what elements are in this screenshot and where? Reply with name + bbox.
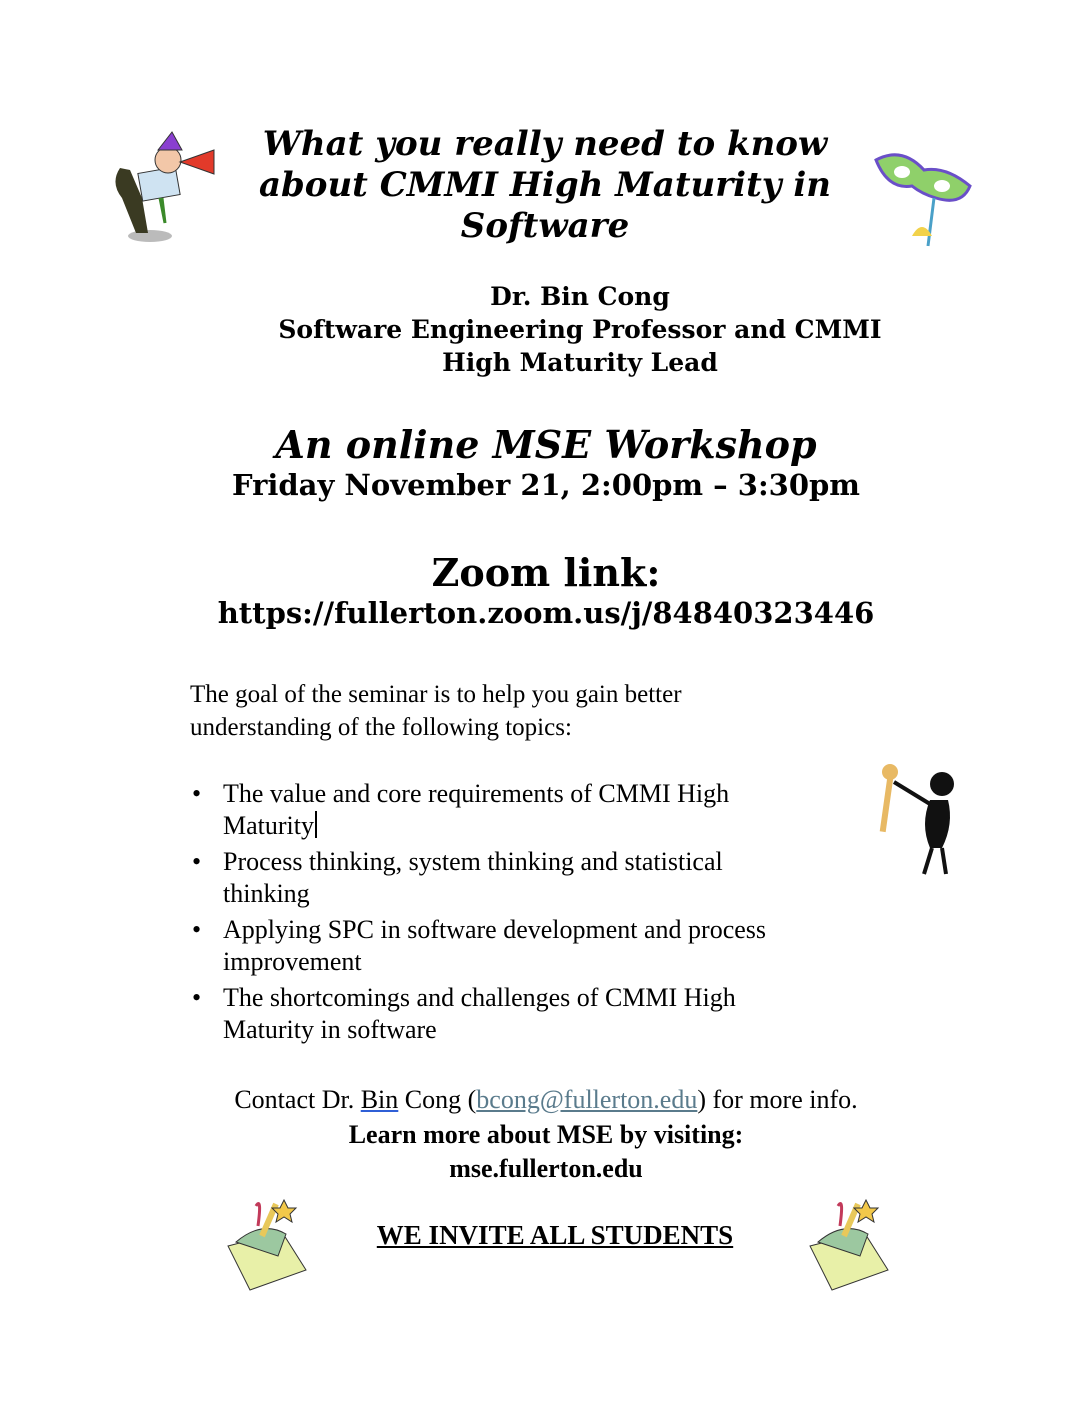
title-line: What you really need to know [262,124,828,164]
bullet-icon: • [192,983,202,1012]
contact-text: Cong ( [398,1085,477,1114]
intro-paragraph [190,678,890,744]
learn-more-text: Learn more about MSE by visiting: [348,1120,744,1149]
zoom-link-label: Zoom link: [431,550,661,595]
event-type: An online MSE Workshop [275,422,817,467]
contact-line [0,1085,1092,1115]
topic-item [190,982,910,1046]
speaker-block [250,280,910,379]
title-line: Software [460,206,630,246]
topic-text: thinking [223,879,310,908]
envelope-confetti-icon [804,1196,894,1294]
event-datetime: Friday November 21, 2:00pm – 3:30pm [232,468,860,502]
topic-text: Applying SPC in software development and process [223,915,767,944]
man-with-key-icon [872,764,962,880]
email-link[interactable]: bcong@fullerton.edu [476,1085,698,1114]
party-horn-man-icon [110,128,225,246]
contact-text: Contact Dr. [234,1085,361,1114]
title-line: about CMMI High Maturity in [258,165,832,205]
text-cursor [315,811,317,838]
intro-line: understanding of the following topics: [190,714,572,741]
flyer-title [240,124,850,247]
topic-item [190,914,910,978]
bullet-icon: • [192,915,202,944]
intro-line: The goal of the seminar is to help you gain better [190,681,682,708]
bullet-icon: • [192,847,202,876]
speaker-role: High Maturity Lead [442,348,718,377]
topic-text: The value and core requirements of CMMI High [223,779,730,808]
topic-item [190,846,910,910]
topic-text: improvement [223,947,362,976]
topic-text: The shortcomings and challenges of CMMI High [223,983,736,1012]
contact-first-name: Bin [360,1085,399,1114]
invite-banner: WE INVITE ALL STUDENTS [376,1220,734,1250]
topic-text: Process thinking, system thinking and statistical [223,847,723,876]
topic-text: Maturity [223,811,314,840]
topics-list [190,778,910,1050]
contact-text: ) for more info. [697,1085,858,1114]
topic-item [190,778,910,842]
carnival-mask-icon [872,146,974,248]
topic-text: Maturity in software [223,1015,437,1044]
speaker-name: Dr. Bin Cong [490,282,670,311]
zoom-link-url[interactable]: https://fullerton.zoom.us/j/84840323446 [217,596,875,630]
learn-more-block [0,1118,1092,1186]
bullet-icon: • [192,779,202,808]
speaker-role: Software Engineering Professor and CMMI [278,315,882,344]
mse-website-link[interactable]: mse.fullerton.edu [449,1154,643,1183]
